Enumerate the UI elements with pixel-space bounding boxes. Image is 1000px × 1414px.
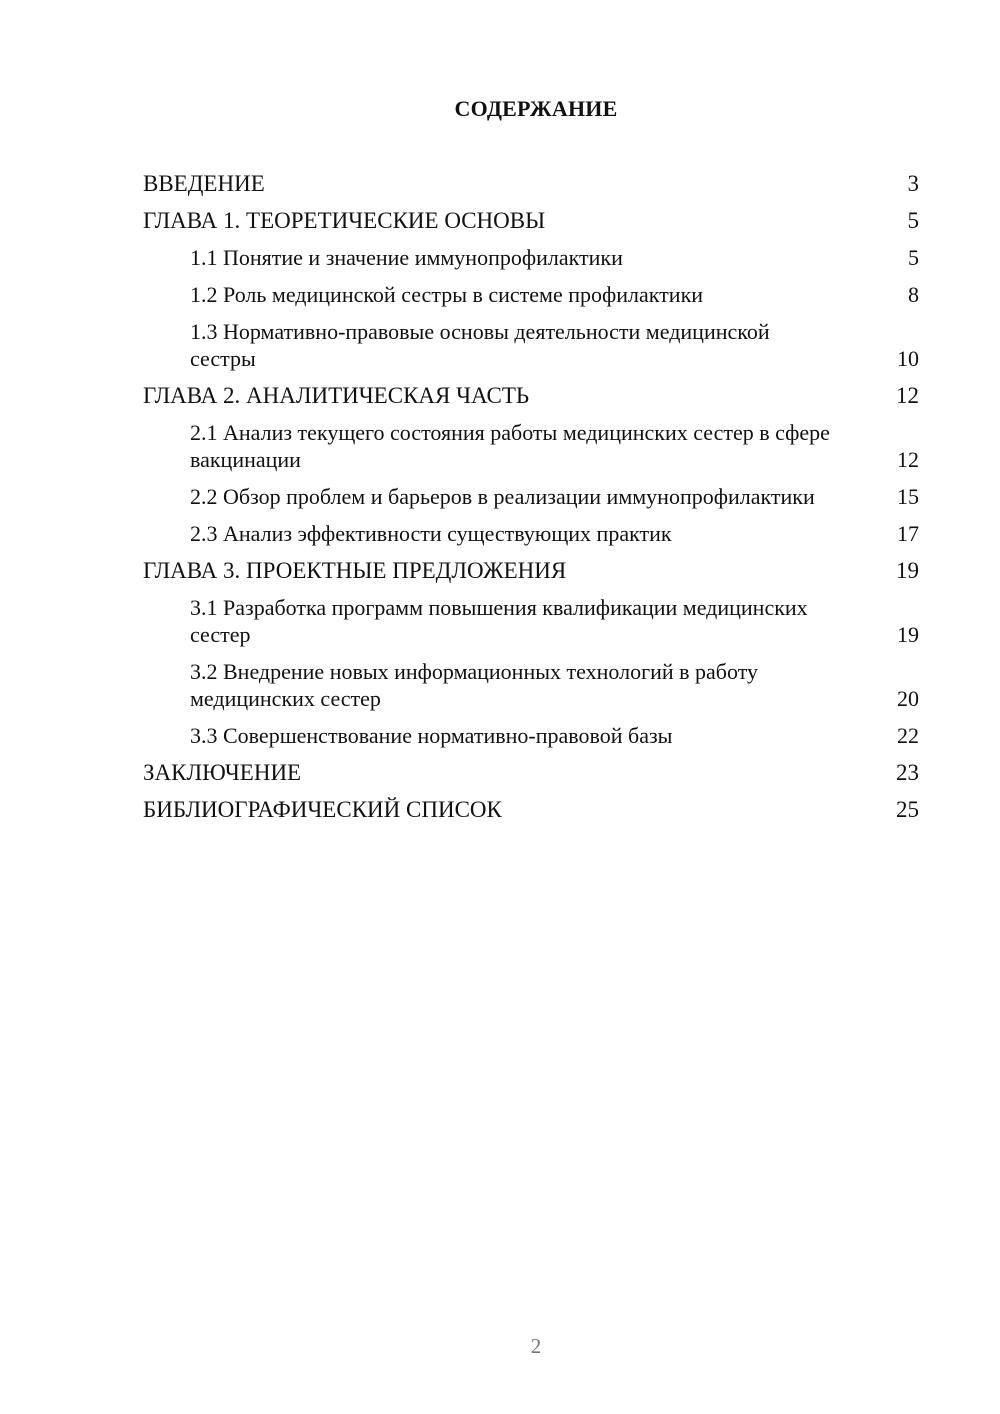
toc-entry-section-2-3[interactable] [143,520,919,547]
toc-entry-page: 12 [897,447,919,472]
toc-entry-text: ВВЕДЕНИЕ [143,171,265,196]
toc-entry-page: 12 [896,383,919,408]
toc-entry-text: ГЛАВА 2. АНАЛИТИЧЕСКАЯ ЧАСТЬ [143,383,530,408]
toc-entry-page: 22 [897,723,919,748]
toc-entry-text: ГЛАВА 1. ТЕОРЕТИЧЕСКИЕ ОСНОВЫ [143,208,546,233]
toc-entry-section-2-2[interactable] [143,483,919,510]
toc-entry-bibliography[interactable] [143,796,919,823]
toc-entry-text: 3.3 Совершенствование нормативно-правовой базы [190,723,673,748]
toc-entry-text: 3.1 Разработка программ повышения квалификации медицинских сестер [190,595,808,647]
toc-entry-page: 25 [896,797,919,822]
toc-entry-page: 23 [896,760,919,785]
toc-entry-text: 1.3 Нормативно-правовые основы деятельности медицинской сестры [190,319,770,371]
toc-entry-chapter-2[interactable] [143,382,919,409]
toc-entry-page: 3 [907,171,919,196]
toc-entry-page: 20 [897,686,919,711]
toc-entry-section-3-3[interactable] [143,722,919,749]
toc-entry-text: ЗАКЛЮЧЕНИЕ [143,760,302,785]
toc-entry-page: 15 [897,484,919,509]
toc-entry-conclusion[interactable] [143,759,919,786]
toc-entry-page: 8 [908,282,919,307]
toc-entry-chapter-3[interactable] [143,557,919,584]
toc-entry-section-2-1[interactable] [143,419,919,473]
toc-entry-text: 2.2 Обзор проблем и барьеров в реализации иммунопрофилактики [190,484,815,509]
toc-entry-page: 5 [907,208,919,233]
page-title: СОДЕРЖАНИЕ [454,96,618,121]
toc-entry-page: 19 [896,558,919,583]
toc-entry-page: 19 [897,622,919,647]
toc-entry-page: 10 [897,346,919,371]
toc-entry-text: ГЛАВА 3. ПРОЕКТНЫЕ ПРЕДЛОЖЕНИЯ [143,558,567,583]
table-of-contents [143,170,919,833]
toc-entry-section-3-1[interactable] [143,594,919,648]
toc-entry-text: 2.1 Анализ текущего состояния работы медицинских сестер в сфере вакцинации [190,420,830,472]
toc-entry-section-1-3[interactable] [143,318,919,372]
toc-entry-text: 1.2 Роль медицинской сестры в системе профилактики [190,282,704,307]
toc-entry-section-1-2[interactable] [143,281,919,308]
toc-entry-page: 5 [908,245,919,270]
toc-entry-text: БИБЛИОГРАФИЧЕСКИЙ СПИСОК [143,797,502,822]
toc-entry-text: 3.2 Внедрение новых информационных технологий в работу медицинских сестер [190,659,759,711]
toc-entry-text: 2.3 Анализ эффективности существующих практик [190,521,672,546]
toc-entry-chapter-1[interactable] [143,207,919,234]
toc-entry-section-1-1[interactable] [143,244,919,271]
toc-entry-page: 17 [897,521,919,546]
toc-entry-text: 1.1 Понятие и значение иммунопрофилактики [190,245,623,270]
toc-entry-section-3-2[interactable] [143,658,919,712]
toc-entry-introduction[interactable] [143,170,919,197]
page-number: 2 [530,1334,542,1358]
